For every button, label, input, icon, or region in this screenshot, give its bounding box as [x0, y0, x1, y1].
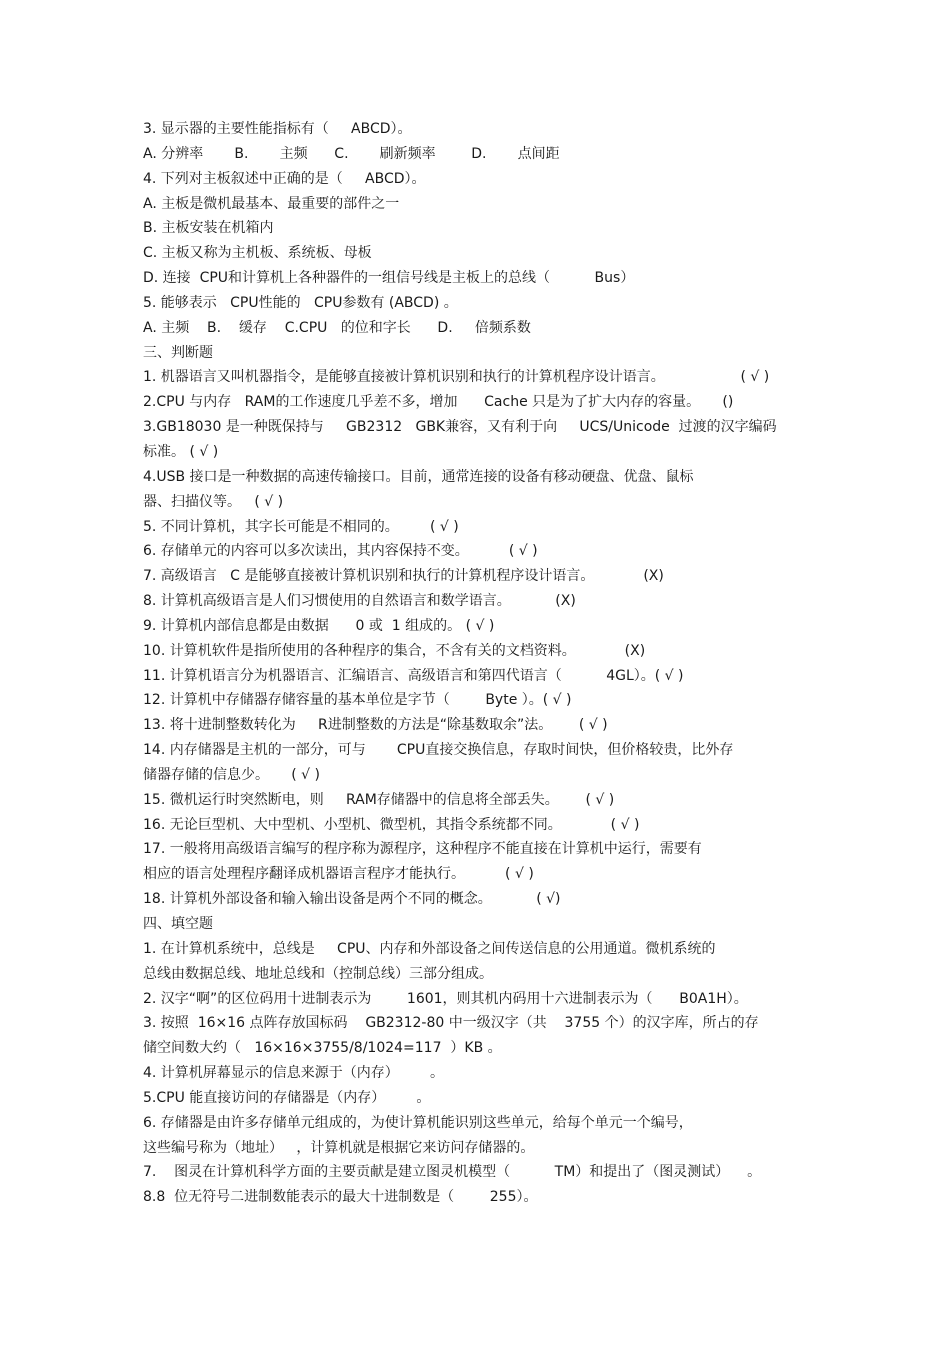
text-line: 1. 在计算机系统中，总线是 CPU、内存和外部设备之间传送信息的公用通道。微机系统的: [143, 940, 716, 957]
text-line: 7. 高级语言 C 是能够直接被计算机识别和执行的计算机程序设计语言。 (X): [143, 568, 664, 585]
text-line: 5. 能够表示 CPU性能的 CPU参数有 (ABCD) 。: [143, 294, 458, 311]
text-line: 储器存储的信息少。 ( √ ): [143, 766, 320, 783]
text-line: 15. 微机运行时突然断电，则 RAM存储器中的信息将全部丢失。 ( √ ): [143, 791, 615, 808]
text-line: 6. 存储单元的内容可以多次读出，其内容保持不变。 ( √ ): [143, 543, 538, 560]
text-line: 三、判断题: [143, 344, 213, 361]
text-line: 8.8 位无符号二进制数能表示的最大十进制数是（ 255）。: [143, 1189, 538, 1206]
text-line: 四、填空题: [143, 916, 213, 932]
text-line: B. 主板安装在机箱内: [143, 220, 274, 237]
text-line: 9. 计算机内部信息都是由数据 0 或 1 组成的。 ( √ ): [143, 617, 495, 634]
text-line: 4.USB 接口是一种数据的高速传输接口。目前，通常连接的设备有移动硬盘、优盘、鼠标: [143, 468, 694, 485]
text-line: D. 连接 CPU和计算机上各种器件的一组信号线是主板上的总线（ Bus）: [143, 270, 635, 287]
text-line: 器、扫描仪等。 ( √ ): [143, 493, 284, 510]
text-line: 4. 下列对主板叙述中正确的是（ ABCD）。: [143, 170, 426, 187]
text-line: 4. 计算机屏幕显示的信息来源于（内存） 。: [143, 1065, 444, 1082]
text-line: 3. 按照 16×16 点阵存放国标码 GB2312-80 中一级汉字（共 3755 个）的汉字库，所占的存: [143, 1015, 759, 1032]
text-line: 5.CPU 能直接访问的存储器是（内存） 。: [143, 1089, 431, 1106]
text-line: 8. 计算机高级语言是人们习惯使用的自然语言和数学语言。 (X): [143, 593, 576, 610]
text-line: 这些编号称为（地址） ，计算机就是根据它来访问存储器的。: [143, 1139, 535, 1156]
text-line: 18. 计算机外部设备和输入输出设备是两个不同的概念。 ( √): [143, 891, 561, 908]
text-line: A. 主板是微机最基本、最重要的部件之一: [143, 195, 400, 212]
text-line: 相应的语言处理程序翻译成机器语言程序才能执行。 ( √ ): [143, 866, 534, 883]
text-line: C. 主板又称为主机板、系统板、母板: [143, 245, 372, 262]
text-line: 7. 图灵在计算机科学方面的主要贡献是建立图灵机模型（ TM）和提出了（图灵测试） 。: [143, 1164, 762, 1181]
text-line: 3.GB18030 是一种既保持与 GB2312 GBK兼容，又有利于向 UCS/Unicode 过渡的汉字编码: [143, 419, 777, 436]
text-line: 标准。 ( √ ): [143, 443, 219, 460]
text-line: 5. 不同计算机，其字长可能是不相同的。 ( √ ): [143, 518, 459, 535]
text-line: 储空间数大约（ 16×16×3755/8/1024=117 ）KB 。: [143, 1040, 502, 1057]
text-line: 3. 显示器的主要性能指标有（ ABCD）。: [143, 121, 412, 137]
text-line: 总线由数据总线、地址总线和（控制总线）三部分组成。: [143, 965, 493, 982]
text-line: 13. 将十进制整数转化为 R进制整数的方法是“除基数取余”法。 ( √ ): [143, 717, 608, 734]
text-line: 1. 机器语言又叫机器指令，是能够直接被计算机识别和执行的计算机程序设计语言。 ( √ ): [143, 369, 770, 386]
text-line: 14. 内存储器是主机的一部分，可与 CPU直接交换信息，存取时间快，但价格较贵，比外存: [143, 742, 734, 759]
text-line: 17. 一般将用高级语言编写的程序称为源程序，这种程序不能直接在计算机中运行，需要有: [143, 841, 702, 858]
text-line: 16. 无论巨型机、大中型机、小型机、微型机，其指令系统都不同。 ( √ ): [143, 816, 640, 833]
text-line: 10. 计算机软件是指所使用的各种程序的集合，不含有关的文档资料。 (X): [143, 642, 646, 659]
text-line: 12. 计算机中存储器存储容量的基本单位是字节（ Byte ）。( √ ): [143, 692, 572, 709]
text-line: 2.CPU 与内存 RAM的工作速度几乎差不多，增加 Cache 只是为了扩大内存的容量。 (): [143, 394, 734, 411]
document-body: [143, 117, 823, 1210]
text-line: 11. 计算机语言分为机器语言、汇编语言、高级语言和第四代语言（ 4GL）。( √ ): [143, 667, 684, 684]
text-line: A. 分辨率 B. 主频 C. 刷新频率 D. 点间距: [143, 145, 560, 162]
text-line: 2. 汉字“啊”的区位码用十进制表示为 1601，则其机内码用十六进制表示为（ B0A1H）。: [143, 990, 748, 1007]
text-line: 6. 存储器是由许多存储单元组成的，为使计算机能识别这些单元，给每个单元一个编号，: [143, 1114, 693, 1131]
text-line: A. 主频 B. 缓存 C.CPU 的位和字长 D. 倍频系数: [143, 319, 531, 336]
